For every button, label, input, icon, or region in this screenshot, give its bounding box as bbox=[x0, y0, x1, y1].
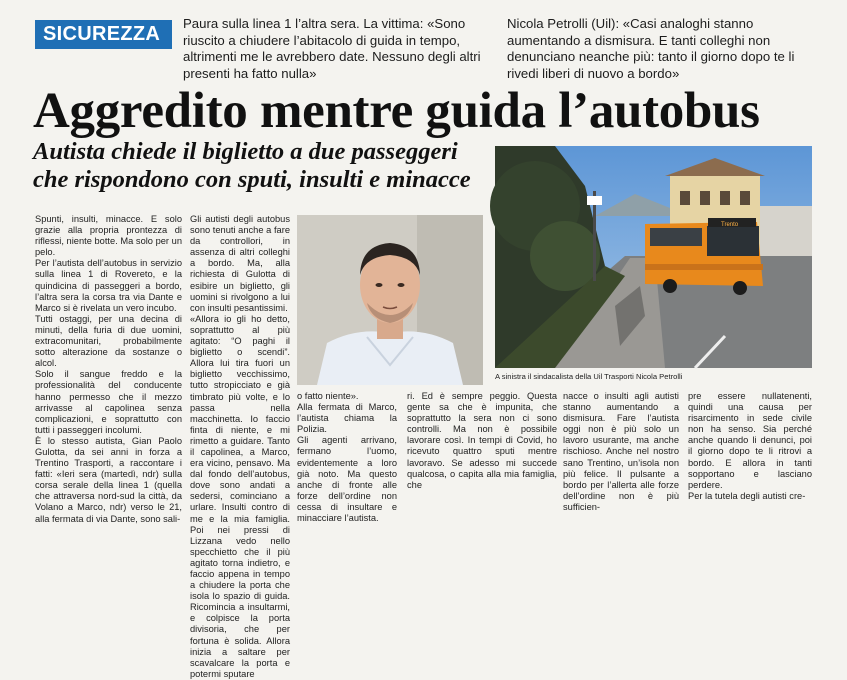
bus-street-illustration bbox=[495, 146, 812, 368]
paragraph: Tutti ostaggi, per una decina di minuti, della furia di due uomini, extracomunitari, probabilmente sotto alterazione da sostanze o alcol. bbox=[35, 313, 182, 369]
paragraph: pre essere nullatenenti, quindi una causa per risarcimento in sede civile non ha senso. Sia perché anche quando li denunci, poi il giorno dopo te li ritrovi a bordo. E allora in tanti sopportano e lasciano perdere. bbox=[688, 391, 812, 490]
paragraph: ri. Ed è sempre peggio. Questa gente sa che è impunita, che soprattutto la sera non ci sono controlli. Ma non è possibile lavorare così. In tempi di Covid, ho ricevuto quattro sputi mentre lavoravo. Se adesso mi succede qualcosa, o capita alla mia famiglia, che bbox=[407, 391, 557, 490]
section-tag: SICUREZZA bbox=[35, 20, 172, 49]
article-column-5 bbox=[563, 391, 679, 512]
paragraph: Gli agenti arrivano, fermano l’uomo, evidentemente a loro già noto. Ma questo anche di fronte alle forze dell’ordine non cessa di insultare e minacciare l’autista. bbox=[297, 435, 397, 524]
paragraph: «Allora io gli ho detto, soprattutto al più agitato: “O paghi il biglietto o scendi”. Allora lui tira fuori un biglietto vecchissimo, tutto stropicciato e già timbrato più volte, e lo passa nella macchinetta. Io faccio finta di niente, e mi rimetto a guidare. Tanto il capolinea, a Marco, era vicino, pensavo. Ma dal fondo dell’autobus, dove sono andati a sedersi, cominciano a urlare. Insulti contro di me e la mia famiglia. Poi nei pressi di Lizzana vedo nello specchietto che il più agitato torna indietro, e faccio appena in tempo a chiudere la porta che isola lo spazio di guida. Ricomincia a insultarmi, e colpisce la porta divisoria, che per fortuna è solida. Allora inizia a saltare per scavalcare la porta e potermi sputare bbox=[190, 313, 290, 679]
photo-caption: A sinistra il sindacalista della Uil Trasporti Nicola Petrolli bbox=[495, 372, 683, 381]
subhead-line-1: Autista chiede il biglietto a due passeggeri bbox=[33, 138, 458, 165]
kicker-union-quote: Nicola Petrolli (Uil): «Casi analoghi stanno aumentando a dismisura. E tanti colleghi non denunciano neanche più: tanto il giorno dopo te li rivedi liberi di nuovo a bordo» bbox=[507, 16, 795, 81]
bus-destination-sign: Trento bbox=[721, 222, 739, 228]
kicker-victim-quote: Paura sulla linea 1 l’altra sera. La vittima: «Sono riuscito a chiudere l’abitacolo di guida in tempo, altrimenti me le avrebbero date. Nessuno degli altri presenti ha fatto nulla» bbox=[183, 16, 481, 81]
paragraph: Per l’autista dell’autobus in servizio sulla linea 1 di Rovereto, e la quindicina di passeggeri a bordo, l’altra sera la corsa tra via Dante e Marco si è rivelata un vero incubo. bbox=[35, 258, 182, 313]
paragraph: Per la tutela degli autisti cre- bbox=[688, 490, 806, 501]
paragraph: È lo stesso autista, Gian Paolo Gulotta, da sei anni in forza a Trentino Trasporti, a raccontare i fatti: «Ieri sera (martedì, ndr) sulla corsa serale della linea 1 (quella che attraversa nord-sud la città, da Volano a Marco, ndr) verso le 21, alla fermata di via Dante, sono sali- bbox=[35, 435, 182, 524]
paragraph: o fatto niente». bbox=[297, 391, 359, 401]
portrait-photo bbox=[297, 215, 483, 385]
paragraph: Alla fermata di Marco, l’autista chiama la Polizia. bbox=[297, 402, 397, 435]
article-column-4 bbox=[407, 391, 557, 490]
article-column-2 bbox=[190, 214, 290, 679]
paragraph: Gli autisti degli autobus sono tenuti anche a fare da controllori, in assenza di altri colleghi a bordo. Ma, alla richiesta di Gulotta di esibire un biglietto, gli uomini si rivolgono a lui con insulti pesantissimi. bbox=[190, 214, 290, 313]
paragraph: nacce o insulti agli autisti stanno aumentando a dismisura. Fare l’autista oggi non è più solo un lavoro usurante, ma anche rischioso. Anche nel nostro sano Trentino, un’isola non più felice. Il pulsante a bordo per l’allerta alle forze dell’ordine non è più sufficien- bbox=[563, 391, 679, 512]
article-column-3 bbox=[297, 391, 397, 524]
bus-photo bbox=[495, 146, 812, 368]
paragraph: Spunti, insulti, minacce. E solo grazie alla propria prontezza di riflessi, niente botte. Ma solo per un pelo. bbox=[35, 214, 182, 258]
subhead bbox=[33, 138, 503, 194]
headline: Aggredito mentre guida l’autobus bbox=[33, 83, 760, 139]
article-column-1 bbox=[35, 214, 182, 524]
portrait-illustration bbox=[297, 215, 483, 385]
article-column-6 bbox=[688, 391, 812, 501]
paragraph: Solo il sangue freddo e la professionalità del conducente hanno permesso che il mezzo arrivasse al capolinea senza complicazioni, e soprattutto con tutti i passeggeri incolumi. bbox=[35, 369, 182, 435]
subhead-line-2: che rispondono con sputi, insulti e minacce bbox=[33, 166, 471, 193]
